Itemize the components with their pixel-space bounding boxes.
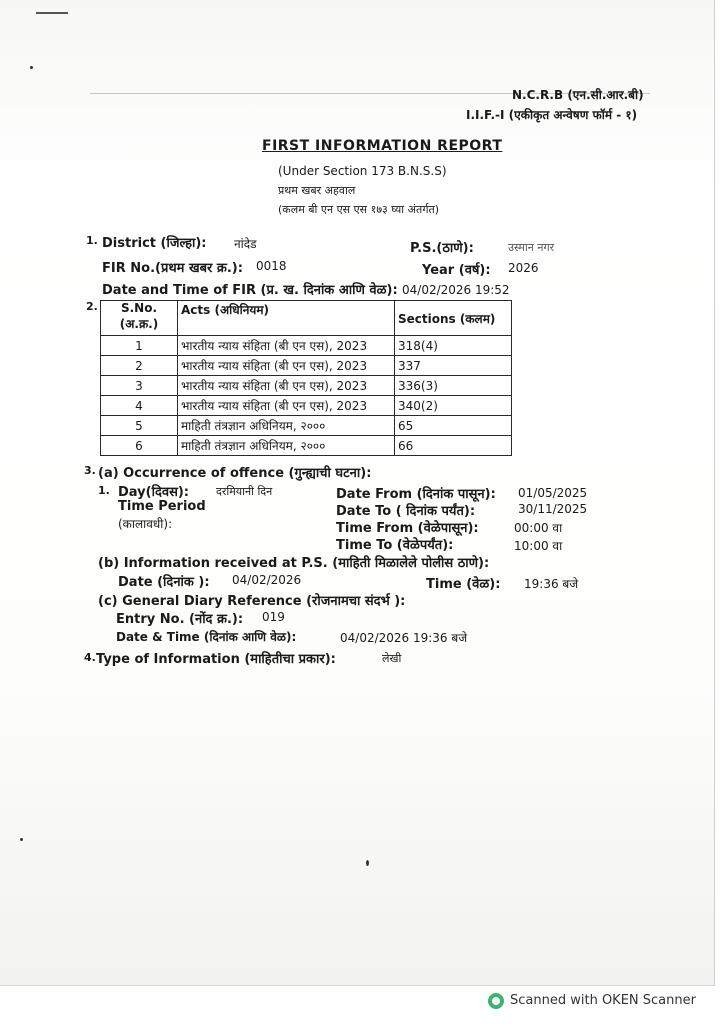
day-value: दरमियानी दिन xyxy=(216,485,273,498)
row-act: भारतीय न्याय संहिता (बी एन एस), 2023 xyxy=(178,396,395,416)
item1-number: 1. xyxy=(86,234,98,247)
table-row xyxy=(101,376,512,396)
item4-number: 4. xyxy=(84,651,96,664)
row-act: माहिती तंत्रज्ञान अधिनियम, २००० xyxy=(178,436,395,456)
scan-speck xyxy=(20,838,23,841)
entry-no-label: Entry No. (नोंद क्र.): xyxy=(116,612,244,627)
header-sno: S.No. (अ.क्र.) xyxy=(101,301,178,336)
row-sno: 2 xyxy=(101,356,178,376)
item2-number: 2. xyxy=(86,300,98,313)
time-to-label: Time To (वेळेपर्यंत): xyxy=(336,538,454,553)
row-act: भारतीय न्याय संहिता (बी एन एस), 2023 xyxy=(178,336,395,356)
time-from-label: Time From (वेळेपासून): xyxy=(336,521,479,536)
marathi-title: प्रथम खबर अहवाल xyxy=(278,184,356,197)
date-from-label: Date From (दिनांक पासून): xyxy=(336,487,496,502)
gd-datetime-label: Date & Time (दिनांक आणि वेळ): xyxy=(116,630,297,644)
date-to-label: Date To ( दिनांक पर्यंत): xyxy=(336,504,476,519)
row-sno: 4 xyxy=(101,396,178,416)
fir-datetime-value: 04/02/2026 19:52 xyxy=(402,283,510,297)
table-row xyxy=(101,396,512,416)
occurrence-label: (a) Occurrence of offence (गुन्ह्याची घटना): xyxy=(98,466,372,481)
header-acts: Acts (अधिनियम) xyxy=(178,301,395,336)
item3-number: 3. xyxy=(84,464,96,477)
scan-mark xyxy=(36,12,68,14)
district-label: District (जिल्हा): xyxy=(102,236,207,251)
table-row xyxy=(101,416,512,436)
row-act: भारतीय न्याय संहिता (बी एन एस), 2023 xyxy=(178,356,395,376)
time-period-label-mr: (कालावधी): xyxy=(118,517,173,531)
row-act: भारतीय न्याय संहिता (बी एन एस), 2023 xyxy=(178,376,395,396)
ps-label: P.S.(ठाणे): xyxy=(410,241,474,256)
row-section: 337 xyxy=(395,356,512,376)
gd-reference-label: (c) General Diary Reference (रोजनामचा संदर्भ ): xyxy=(98,594,406,609)
acts-table-header xyxy=(101,301,512,336)
info-time-value: 19:36 बजे xyxy=(524,577,579,591)
ncrb-label: N.C.R.B (एन.सी.आर.बी) xyxy=(512,88,644,102)
acts-table xyxy=(100,300,512,456)
row-section: 66 xyxy=(395,436,512,456)
fir-value: 0018 xyxy=(256,259,287,273)
fir-label: FIR No.(प्रथम खबर क्र.): xyxy=(102,261,243,276)
time-from-value: 00:00 वा xyxy=(514,521,563,535)
info-date-value: 04/02/2026 xyxy=(232,573,302,587)
year-label: Year (वर्ष): xyxy=(422,263,491,278)
row-sno: 6 xyxy=(101,436,178,456)
fir-datetime-label: Date and Time of FIR (प्र. ख. दिनांक आणि वेळ): xyxy=(102,283,398,298)
info-type-label: Type of Information (माहितीचा प्रकार): xyxy=(96,652,336,667)
day-label: Day(दिवस): xyxy=(118,485,190,500)
page-title: FIRST INFORMATION REPORT xyxy=(262,138,503,154)
entry-no-value: 019 xyxy=(262,610,285,624)
district-value: नांदेड xyxy=(234,237,257,251)
row-section: 65 xyxy=(395,416,512,436)
row-section: 336(3) xyxy=(395,376,512,396)
gd-datetime-value: 04/02/2026 19:36 बजे xyxy=(340,631,468,645)
row-section: 318(4) xyxy=(395,336,512,356)
scan-speck xyxy=(30,66,33,69)
date-from-value: 01/05/2025 xyxy=(518,486,588,500)
time-to-value: 10:00 वा xyxy=(514,539,563,553)
year-value: 2026 xyxy=(508,261,539,275)
ps-value: उस्मान नगर xyxy=(508,241,555,254)
info-type-value: लेखी xyxy=(382,652,402,665)
table-row xyxy=(101,436,512,456)
time-period-label: Time Period xyxy=(118,499,206,514)
scanner-watermark: Scanned with OKEN Scanner xyxy=(510,993,696,1008)
row-section: 340(2) xyxy=(395,396,512,416)
scanner-logo-icon xyxy=(488,993,504,1009)
row-sno: 1 xyxy=(101,336,178,356)
table-row xyxy=(101,336,512,356)
marathi-section: (कलम बी एन एस एस १७३ घ्या अंतर्गत) xyxy=(278,203,440,216)
date-to-value: 30/11/2025 xyxy=(518,502,588,516)
iif-label: I.I.F.-I (एकीकृत अन्वेषण फॉर्म - १) xyxy=(466,108,638,122)
row-sno: 3 xyxy=(101,376,178,396)
row-act: माहिती तंत्रज्ञान अधिनियम, २००० xyxy=(178,416,395,436)
info-date-label: Date (दिनांक ): xyxy=(118,575,210,590)
table-row xyxy=(101,356,512,376)
scan-speck xyxy=(366,860,369,866)
info-received-label: (b) Information received at P.S. (माहिती मिळालेले पोलीस ठाणे): xyxy=(98,556,490,571)
under-section: (Under Section 173 B.N.S.S) xyxy=(278,164,447,178)
info-time-label: Time (वेळ): xyxy=(426,577,501,592)
row-sno: 5 xyxy=(101,416,178,436)
header-sections: Sections (कलम) xyxy=(395,301,512,336)
item3-sub-number: 1. xyxy=(98,484,110,497)
